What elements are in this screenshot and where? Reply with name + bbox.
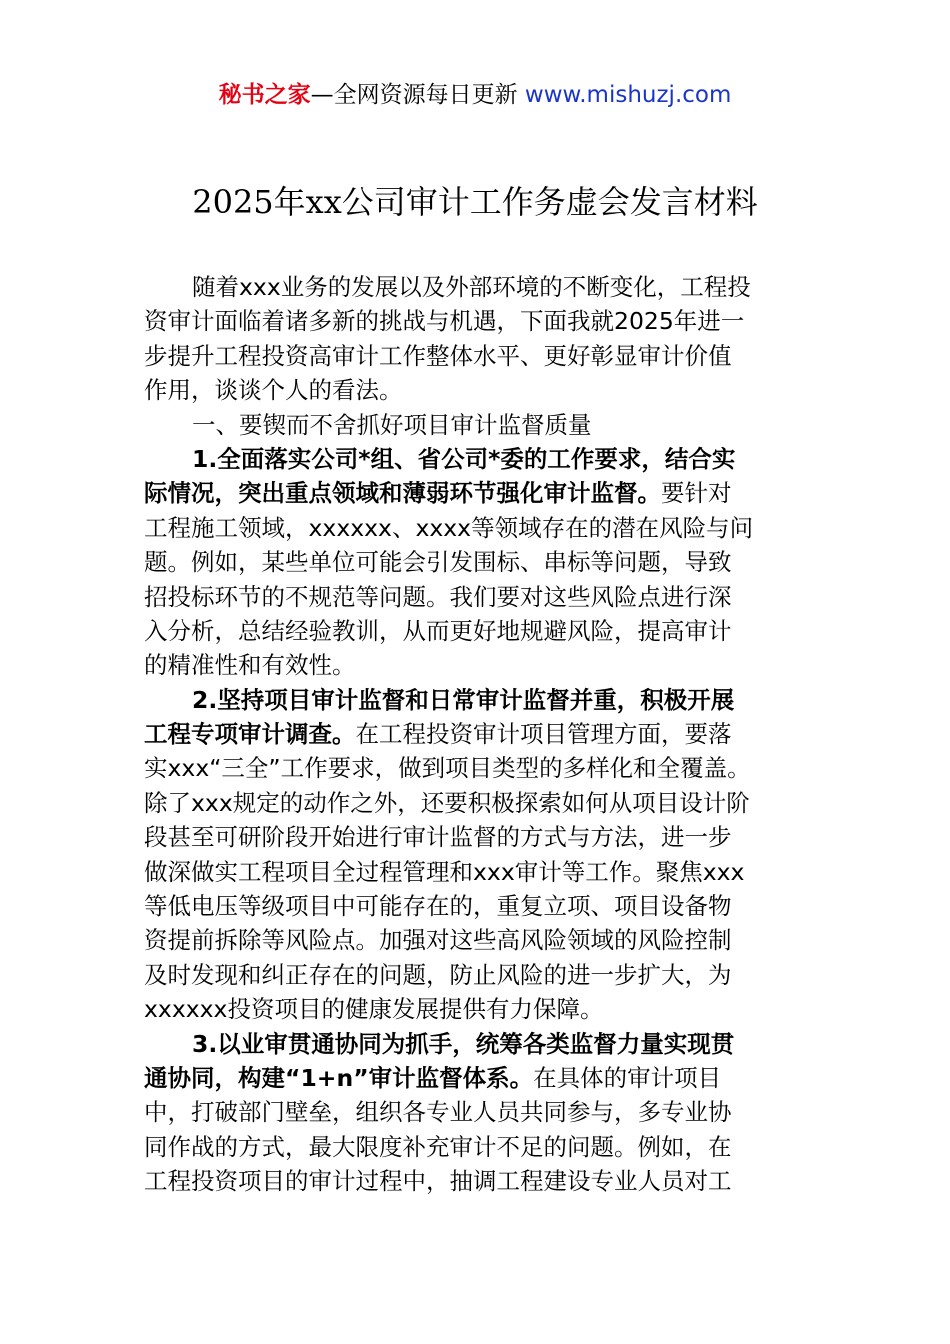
body-line <box>144 820 814 854</box>
text-run: 一、要锲而不舍抓好项目审计监督质量 <box>192 410 592 439</box>
text-run: 做深做实工程项目全过程管理和xxx审计等工作。聚焦xxx <box>144 857 745 886</box>
text-run: 及时发现和纠正存在的问题，防止风险的进一步扩大，为 <box>144 960 732 989</box>
bold-text-run: 3.以业审贯通协同为抓手，统筹各类监督力量实现贯 <box>192 1029 735 1058</box>
body-line <box>144 786 814 820</box>
text-run: 实xxx“三全”工作要求，做到项目类型的多样化和全覆盖。 <box>144 754 751 783</box>
text-run: 在具体的审计项目 <box>533 1063 722 1092</box>
body-line <box>144 373 814 407</box>
text-run: 资提前拆除等风险点。加强对这些高风险领域的风险控制 <box>144 926 732 955</box>
body-line <box>144 717 814 751</box>
text-run: 中，打破部门壁垒，组织各专业人员共同参与，多专业协 <box>144 1098 732 1127</box>
body-line <box>144 751 814 785</box>
text-run: 工程投资项目的审计过程中，抽调工程建设专业人员对工 <box>144 1167 732 1196</box>
text-run: 除了xxx规定的动作之外，还要积极探索如何从项目设计阶 <box>144 788 750 817</box>
text-run: 要针对 <box>661 479 732 508</box>
text-run: 同作战的方式，最大限度补充审计不足的问题。例如，在 <box>144 1132 732 1161</box>
body-line <box>144 1061 814 1095</box>
body-line <box>144 476 814 510</box>
text-run: 随着xxx业务的发展以及外部环境的不断变化，工程投 <box>192 273 751 301</box>
brand-name: 秘书之家 <box>218 82 311 108</box>
text-run: 作用，谈谈个人的看法。 <box>144 376 403 405</box>
body-line <box>144 1095 814 1129</box>
text-run: 入分析，总结经验教训，从而更好地规避风险，提高审计 <box>144 616 732 645</box>
text-run: 工程施工领域，xxxxxx、xxxx等领域存在的潜在风险与问 <box>144 513 754 542</box>
body-line <box>144 408 814 442</box>
site-banner <box>0 80 950 110</box>
text-run: 步提升工程投资高审计工作整体水平、更好彰显审计价值 <box>144 341 732 370</box>
body-line <box>144 923 814 957</box>
body-line <box>144 683 814 717</box>
body-line <box>144 614 814 648</box>
banner-tagline: —全网资源每日更新 <box>310 82 518 108</box>
bold-text-run: 1.全面落实公司*组、省公司*委的工作要求，结合实 <box>192 444 736 473</box>
text-run: 的精准性和有效性。 <box>144 651 356 680</box>
body-line <box>144 442 814 476</box>
body-line <box>144 648 814 682</box>
text-run: 段甚至可研阶段开始进行审计监督的方式与方法，进一步 <box>144 823 732 852</box>
bold-text-run: 通协同，构建“1+n”审计监督体系。 <box>144 1063 534 1092</box>
bold-text-run: 际情况，突出重点领域和薄弱环节强化审计监督。 <box>144 479 661 508</box>
body-line <box>144 580 814 614</box>
text-run: 等低电压等级项目中可能存在的，重复立项、项目设备物 <box>144 892 732 921</box>
body-line <box>144 545 814 579</box>
body-line <box>144 1164 814 1198</box>
body-line <box>144 855 814 889</box>
body-line <box>144 339 814 373</box>
site-url-link[interactable]: www.mishuzj.com <box>524 82 732 108</box>
document-body <box>144 270 814 1199</box>
bold-text-run: 2.坚持项目审计监督和日常审计监督并重，积极开展 <box>192 685 735 714</box>
text-run: 资审计面临着诸多新的挑战与机遇，下面我就2025年进一 <box>144 307 745 336</box>
text-run: 在工程投资审计项目管理方面，要落 <box>355 720 732 749</box>
document-title: 2025年xx公司审计工作务虚会发言材料 <box>192 183 758 221</box>
text-run: 题。例如，某些单位可能会引发围标、串标等问题，导致 <box>144 548 732 577</box>
body-line <box>144 958 814 992</box>
body-line <box>144 304 814 338</box>
body-line <box>144 1027 814 1061</box>
bold-text-run: 工程专项审计调查。 <box>144 720 356 749</box>
body-line <box>144 270 814 304</box>
text-run: 招投标环节的不规范等问题。我们要对这些风险点进行深 <box>144 582 732 611</box>
text-run: xxxxxx投资项目的健康发展提供有力保障。 <box>144 995 604 1024</box>
body-line <box>144 889 814 923</box>
body-line <box>144 992 814 1026</box>
body-line <box>144 1130 814 1164</box>
body-line <box>144 511 814 545</box>
